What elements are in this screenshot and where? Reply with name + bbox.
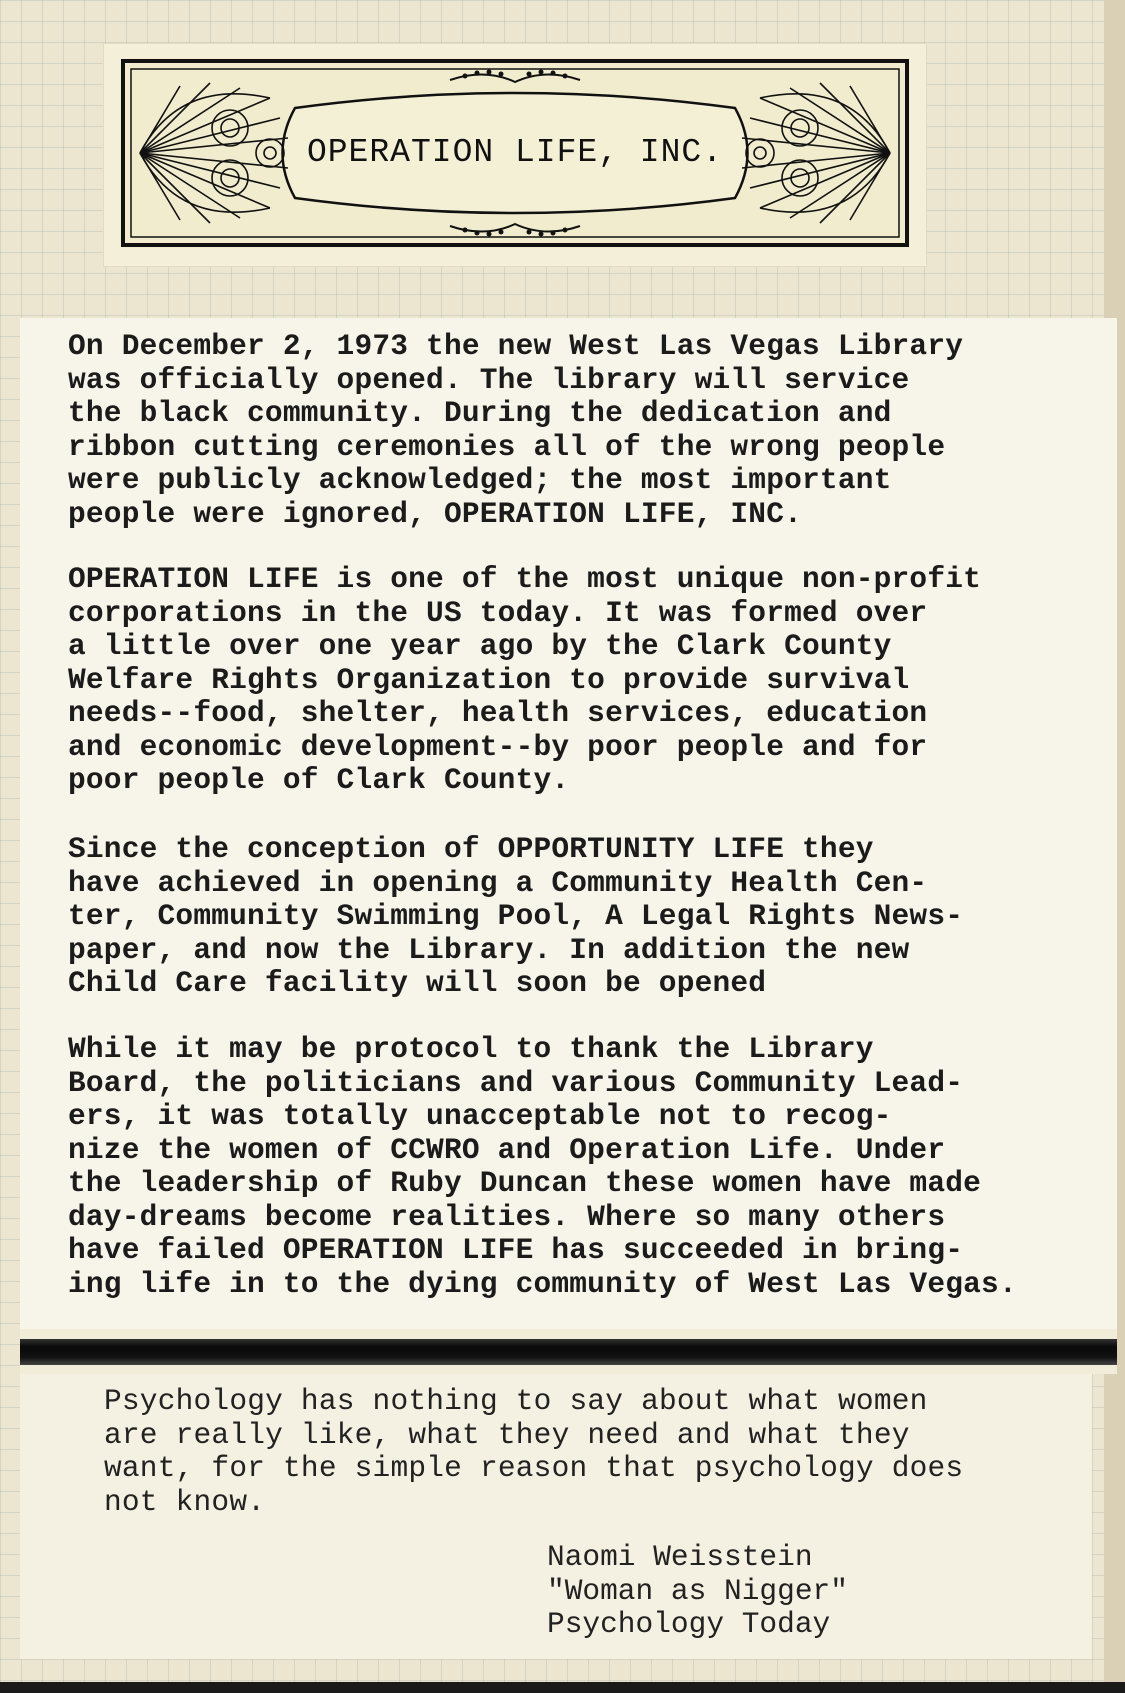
article-paragraph: While it may be protocol to thank the Library Board, the politicians and various Community Lead- ers, it was totally unacceptable not to recog- nize the women of CCWRO and Operation Life. Under the leadership of Ruby Duncan these women have made day-dreams become realities. Where so many others have failed OPERATION LIFE has succeeded in bring- ing life in to the dying community of West Las Vegas. bbox=[68, 1032, 1017, 1301]
article-paragraph: Since the conception of OPPORTUNITY LIFE they have achieved in opening a Community Health Cen- ter, Community Swimming Pool, A Legal Rights News- paper, and now the Library. In addition the new Child Care facility will soon be opened bbox=[68, 832, 964, 1000]
page-bottom-edge bbox=[0, 1682, 1125, 1693]
banner bbox=[120, 58, 910, 248]
divider-rule bbox=[20, 1329, 1117, 1374]
quote-author: Naomi Weisstein bbox=[547, 1540, 813, 1574]
quote-text: Psychology has nothing to say about what women are really like, what they need and what they want, for the simple reason that psychology does not know. bbox=[104, 1384, 964, 1519]
divider-bar bbox=[20, 1339, 1117, 1365]
article-paragraph: OPERATION LIFE is one of the most unique non-profit corporations in the US today. It was formed over a little over one year ago by the Clark County Welfare Rights Organization to provide survival needs--food, shelter, health services, education and economic development--by poor people and for poor people of Clark County. bbox=[68, 562, 982, 797]
quote-attribution bbox=[547, 1541, 1047, 1642]
banner-title: OPERATION LIFE, INC. bbox=[306, 134, 724, 171]
quote-work: "Woman as Nigger" bbox=[547, 1573, 848, 1608]
article-paragraph: On December 2, 1973 the new West Las Vegas Library was officially opened. The library will service the black community. During the dedication and ribbon cutting ceremonies all of the wrong people were publicly acknowledged; the most important people were ignored, OPERATION LIFE, INC. bbox=[68, 329, 964, 531]
quote-publication: Psychology Today bbox=[547, 1607, 831, 1641]
